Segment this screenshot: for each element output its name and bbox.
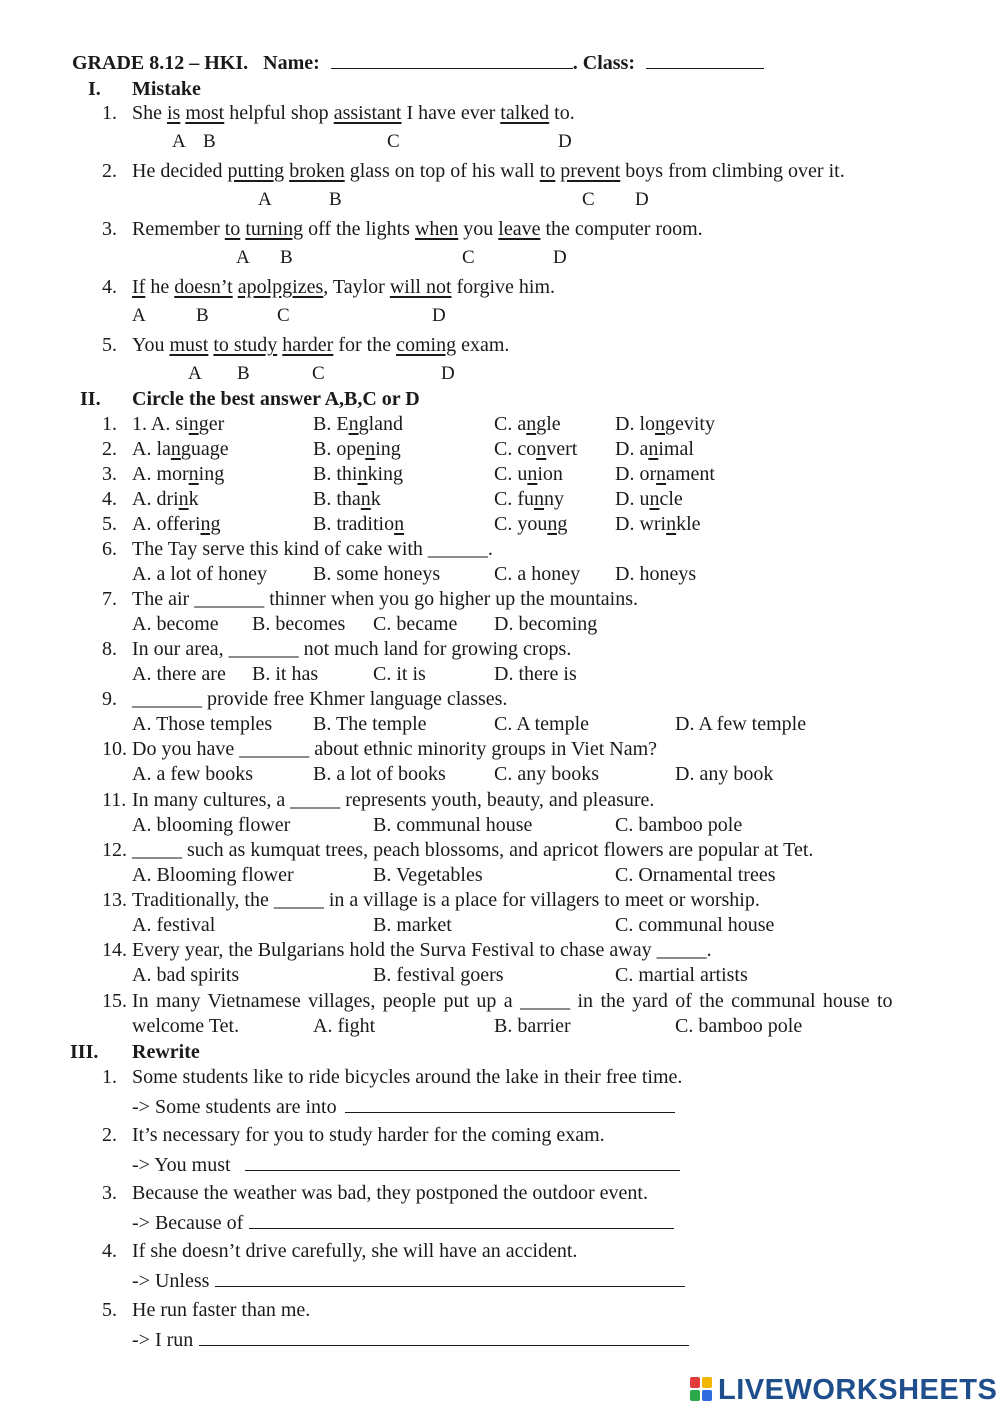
answer-option[interactable]: B. it has — [252, 663, 319, 685]
underlined-sound: n — [649, 488, 660, 510]
option-text: A. dri — [132, 488, 179, 510]
option-letter[interactable]: C — [462, 247, 475, 268]
sentence-text: the computer room. — [540, 218, 703, 240]
answer-option[interactable] — [615, 462, 715, 486]
answer-option[interactable] — [132, 462, 224, 486]
underlined-sound: n — [656, 463, 667, 485]
answer-option[interactable]: C. a honey — [494, 563, 581, 585]
option-text: guage — [180, 438, 229, 460]
answer-option[interactable]: A. fight — [313, 1015, 376, 1037]
answer-option[interactable]: A. blooming flower — [132, 814, 291, 836]
section-1-roman: I. — [88, 78, 101, 100]
option-letter[interactable]: B — [237, 363, 250, 384]
question-text: Traditionally, the _____ in a village is a place for villagers to meet or worship. — [132, 889, 760, 911]
option-text: ny — [544, 488, 564, 510]
answer-option[interactable]: C. communal house — [615, 914, 775, 936]
rewrite-line — [132, 1268, 685, 1293]
answer-option[interactable] — [615, 437, 694, 461]
class-label: . Class: — [572, 52, 635, 74]
original-sentence: Some students like to ride bicycles around the lake in their free time. — [132, 1066, 683, 1088]
option-letter[interactable]: D — [553, 247, 567, 268]
answer-option[interactable] — [615, 512, 701, 536]
question-number: 2. — [102, 160, 117, 182]
class-blank[interactable] — [646, 50, 764, 69]
answer-blank[interactable] — [215, 1268, 685, 1287]
sentence-text: You — [132, 334, 170, 356]
underlined-part: talked — [500, 102, 550, 124]
question-number: 14. — [102, 939, 127, 961]
underlined-sound: n — [394, 513, 405, 535]
option-text: D. u — [615, 488, 650, 510]
answer-option[interactable] — [132, 487, 199, 511]
answer-option[interactable] — [132, 512, 221, 536]
option-letter[interactable]: A — [132, 305, 146, 326]
answer-option[interactable]: B. market — [373, 914, 452, 936]
answer-option[interactable] — [615, 487, 683, 511]
answer-option[interactable]: A. a lot of honey — [132, 563, 267, 585]
original-sentence: Because the weather was bad, they postponed the outdoor event. — [132, 1182, 648, 1204]
question-number: 5. — [102, 1299, 117, 1321]
question-number: 4. — [102, 1240, 117, 1262]
underlined-sound: n — [666, 513, 677, 535]
original-sentence: He run faster than me. — [132, 1299, 311, 1321]
answer-option[interactable]: A. Those temples — [132, 713, 273, 735]
name-label: Name: — [263, 52, 320, 74]
rewrite-line — [132, 1152, 680, 1177]
question-number: 5. — [102, 513, 117, 535]
answer-option[interactable] — [313, 512, 404, 536]
option-letter[interactable]: A — [236, 247, 250, 268]
underlined-sound: n — [534, 488, 544, 510]
sentence-text: you — [458, 218, 499, 240]
option-text: A. offeri — [132, 513, 201, 535]
original-sentence: It’s necessary for you to study harder for the coming exam. — [132, 1124, 605, 1146]
option-text: D. lo — [615, 413, 655, 435]
question-sentence — [132, 217, 703, 241]
option-text: imal — [658, 438, 694, 460]
underlined-part: to — [224, 218, 241, 240]
sentence-text: forgive him. — [451, 276, 556, 298]
sentence-text: She — [132, 102, 167, 124]
option-text: A. la — [132, 438, 171, 460]
answer-option[interactable]: C. A temple — [494, 713, 589, 735]
section-2-roman: II. — [80, 388, 101, 410]
option-letter[interactable]: D — [441, 363, 455, 384]
option-text: k — [188, 488, 199, 510]
question-number: 1. — [102, 1066, 117, 1088]
answer-blank[interactable] — [345, 1094, 675, 1113]
sentence-text: , Taylor — [323, 276, 390, 298]
question-number: 4. — [102, 488, 117, 510]
option-letter[interactable]: A — [172, 131, 186, 152]
underlined-part: turning — [245, 218, 304, 240]
answer-option[interactable]: D. honeys — [615, 563, 697, 585]
sentence-text: to. — [549, 102, 575, 124]
option-text: B. thi — [313, 463, 358, 485]
rewrite-prompt: -> I run — [132, 1329, 194, 1351]
underlined-part: doesn’t — [174, 276, 233, 298]
option-text: ion — [537, 463, 563, 485]
question-number: 3. — [102, 1182, 117, 1204]
option-text: D. a — [615, 438, 649, 460]
underlined-sound: n — [365, 438, 376, 460]
option-text: k — [370, 488, 381, 510]
answer-option[interactable]: C. bamboo pole — [675, 1015, 803, 1037]
underlined-part: assistant — [333, 102, 402, 124]
underlined-sound: n — [188, 463, 199, 485]
answer-option[interactable]: A. Blooming flower — [132, 864, 294, 886]
option-text: king — [367, 463, 404, 485]
underlined-sound: n — [348, 413, 359, 435]
question-text: Do you have _______ about ethnic minority groups in Viet Nam? — [132, 738, 658, 760]
question-number: 15. — [102, 990, 127, 1012]
option-text: 1. A. si — [132, 413, 189, 435]
underlined-part: prevent — [560, 160, 621, 182]
sentence-text: boys from climbing over it. — [620, 160, 845, 182]
option-text: gevity — [665, 413, 715, 435]
underlined-part: coming — [396, 334, 457, 356]
answer-option[interactable]: D. there is — [494, 663, 577, 685]
worksheet-header — [72, 50, 764, 75]
liveworksheets-logo — [690, 1373, 997, 1407]
answer-option[interactable]: C. bamboo pole — [615, 814, 743, 836]
underlined-part: putting — [227, 160, 285, 182]
question-text: The Tay serve this kind of cake with ______. — [132, 538, 493, 560]
answer-option[interactable] — [313, 437, 401, 461]
answer-blank[interactable] — [249, 1210, 674, 1229]
option-letter[interactable]: B — [280, 247, 293, 268]
question-sentence — [132, 101, 575, 125]
answer-option[interactable] — [494, 437, 577, 461]
option-letter[interactable]: C — [582, 189, 595, 210]
option-letter[interactable]: C — [277, 305, 290, 326]
sentence-text: off the lights — [303, 218, 415, 240]
question-text: _______ provide free Khmer language classes. — [132, 688, 508, 710]
answer-option[interactable]: D. A few temple — [675, 713, 807, 735]
section-1-title: Mistake — [132, 78, 201, 100]
underlined-part: is — [167, 102, 181, 124]
answer-option[interactable]: C. it is — [373, 663, 426, 685]
original-sentence: If she doesn’t drive carefully, she will have an accident. — [132, 1240, 578, 1262]
answer-option[interactable]: A. there are — [132, 663, 226, 685]
option-text: B. ope — [313, 438, 366, 460]
sentence-text: for the — [333, 334, 397, 356]
option-text: vert — [546, 438, 578, 460]
answer-option[interactable] — [132, 412, 224, 436]
answer-option[interactable]: A. bad spirits — [132, 964, 240, 986]
underlined-part: will not — [389, 276, 452, 298]
question-number: 10. — [102, 738, 127, 760]
option-letter[interactable]: D — [432, 305, 446, 326]
option-text: B. tha — [313, 488, 361, 510]
rewrite-prompt: -> Unless — [132, 1270, 210, 1292]
option-text: A. mor — [132, 463, 189, 485]
answer-option[interactable]: C. any books — [494, 763, 599, 785]
option-letter[interactable]: A — [188, 363, 202, 384]
question-number: 7. — [102, 588, 117, 610]
underlined-sound: n — [360, 488, 371, 510]
answer-option[interactable] — [494, 512, 567, 536]
option-text: B. E — [313, 413, 349, 435]
grade-label: GRADE 8.12 – HKI. — [72, 52, 249, 74]
question-number: 1. — [102, 413, 117, 435]
answer-option[interactable]: A. festival — [132, 914, 216, 936]
option-letter[interactable]: B — [329, 189, 342, 210]
answer-option[interactable]: B. festival goers — [373, 964, 504, 986]
question-number: 5. — [102, 334, 117, 356]
sentence-text: Remember — [132, 218, 225, 240]
underlined-part: harder — [282, 334, 334, 356]
sentence-text: he — [145, 276, 175, 298]
option-text: C. you — [494, 513, 548, 535]
question-text-continued: welcome Tet. — [132, 1015, 240, 1037]
sentence-text: helpful shop — [224, 102, 334, 124]
answer-option[interactable]: A. become — [132, 613, 219, 635]
question-text: In our area, _______ not much land for growing crops. — [132, 638, 572, 660]
underlined-part: leave — [498, 218, 541, 240]
option-letter[interactable]: D — [558, 131, 572, 152]
option-text: ing — [375, 438, 401, 460]
rewrite-prompt: -> You must — [132, 1154, 231, 1176]
question-sentence — [132, 275, 555, 299]
section-3-title: Rewrite — [132, 1041, 200, 1063]
answer-option[interactable]: C. became — [373, 613, 458, 635]
question-number: 1. — [102, 102, 117, 124]
section-2-title: Circle the best answer A,B,C or D — [132, 388, 420, 410]
question-text: In many Vietnamese villages, people put up a _____ in the yard of the communal house to — [132, 990, 893, 1012]
option-text: C. co — [494, 438, 537, 460]
answer-option[interactable]: B. some honeys — [313, 563, 441, 585]
answer-option[interactable] — [494, 462, 563, 486]
underlined-sound: n — [648, 438, 659, 460]
option-text: C. a — [494, 413, 527, 435]
underlined-part: If — [132, 276, 146, 298]
sentence-text: He decided — [132, 160, 228, 182]
option-text: ament — [666, 463, 715, 485]
rewrite-line — [132, 1210, 674, 1235]
question-number: 6. — [102, 538, 117, 560]
answer-option[interactable]: B. communal house — [373, 814, 533, 836]
answer-option[interactable]: C. Ornamental trees — [615, 864, 776, 886]
underlined-sound: n — [170, 438, 181, 460]
question-sentence — [132, 159, 845, 183]
answer-blank[interactable] — [199, 1327, 689, 1346]
question-number: 3. — [102, 463, 117, 485]
answer-blank[interactable] — [245, 1152, 680, 1171]
answer-option[interactable] — [494, 487, 564, 511]
option-text: C. fu — [494, 488, 534, 510]
option-text: B. traditio — [313, 513, 395, 535]
underlined-sound: ng — [200, 513, 221, 535]
option-text: gland — [358, 413, 403, 435]
underlined-sound: n — [527, 463, 538, 485]
question-number: 9. — [102, 688, 117, 710]
liveworksheets-mark-icon — [690, 1377, 714, 1403]
option-letter[interactable]: B — [196, 305, 209, 326]
underlined-part: to — [539, 160, 556, 182]
question-text: Every year, the Bulgarians hold the Surva Festival to chase away _____. — [132, 939, 712, 961]
answer-option[interactable]: B. barrier — [494, 1015, 571, 1037]
question-sentence — [132, 333, 509, 357]
name-blank[interactable] — [331, 50, 573, 69]
option-text: gle — [536, 413, 561, 435]
option-text: ing — [198, 463, 225, 485]
section-3-roman: III. — [70, 1041, 99, 1063]
option-letter[interactable]: C — [312, 363, 325, 384]
answer-option[interactable]: B. The temple — [313, 713, 427, 735]
answer-option[interactable]: D. any book — [675, 763, 774, 785]
option-letter[interactable]: A — [258, 189, 272, 210]
question-number: 13. — [102, 889, 127, 911]
answer-option[interactable]: A. a few books — [132, 763, 254, 785]
question-number: 8. — [102, 638, 117, 660]
option-letter[interactable]: C — [387, 131, 400, 152]
underlined-part: most — [185, 102, 225, 124]
answer-option[interactable] — [313, 487, 381, 511]
answer-option[interactable] — [132, 437, 229, 461]
question-text: _____ such as kumquat trees, peach blossoms, and apricot flowers are popular at Tet. — [132, 839, 814, 861]
answer-option[interactable] — [313, 462, 403, 486]
underlined-sound: n — [536, 438, 547, 460]
underlined-sound: n — [357, 463, 368, 485]
rewrite-line — [132, 1094, 675, 1119]
option-text: D. or — [615, 463, 657, 485]
option-letter[interactable]: D — [635, 189, 649, 210]
rewrite-prompt: -> Because of — [132, 1212, 244, 1234]
answer-option[interactable]: D. becoming — [494, 613, 598, 635]
rewrite-line — [132, 1327, 689, 1352]
option-text: cle — [659, 488, 683, 510]
underlined-sound: n — [188, 413, 199, 435]
answer-option[interactable]: B. Vegetables — [373, 864, 483, 886]
answer-option[interactable]: B. becomes — [252, 613, 346, 635]
question-text: The air _______ thinner when you go higher up the mountains. — [132, 588, 639, 610]
underlined-sound: ng — [547, 513, 568, 535]
answer-option[interactable] — [494, 412, 561, 436]
underlined-part: apolpgizes — [237, 276, 324, 298]
rewrite-prompt: -> Some students are into — [132, 1096, 337, 1118]
sentence-text: I have ever — [401, 102, 501, 124]
underlined-sound: n — [178, 488, 189, 510]
underlined-part: broken — [289, 160, 345, 182]
answer-option[interactable]: B. a lot of books — [313, 763, 446, 785]
answer-option[interactable]: C. martial artists — [615, 964, 748, 986]
question-text: In many cultures, a _____ represents youth, beauty, and pleasure. — [132, 789, 655, 811]
question-number: 2. — [102, 1124, 117, 1146]
option-letter[interactable]: B — [203, 131, 216, 152]
question-number: 3. — [102, 218, 117, 240]
logo-text: LIVEWORKSHEETS — [718, 1373, 998, 1406]
sentence-text: exam. — [456, 334, 510, 356]
sentence-text: glass on top of his wall — [344, 160, 540, 182]
underlined-part: when — [414, 218, 459, 240]
option-text: C. u — [494, 463, 528, 485]
question-number: 2. — [102, 438, 117, 460]
answer-option[interactable] — [615, 412, 715, 436]
option-text: kle — [676, 513, 701, 535]
question-number: 11. — [102, 789, 127, 811]
underlined-part: to study — [213, 334, 278, 356]
underlined-sound: n — [655, 413, 665, 435]
option-text: ger — [198, 413, 225, 435]
answer-option[interactable] — [313, 412, 403, 436]
question-number: 12. — [102, 839, 127, 861]
option-text: D. wri — [615, 513, 667, 535]
question-number: 4. — [102, 276, 117, 298]
underlined-part: must — [169, 334, 209, 356]
underlined-sound: n — [526, 413, 537, 435]
